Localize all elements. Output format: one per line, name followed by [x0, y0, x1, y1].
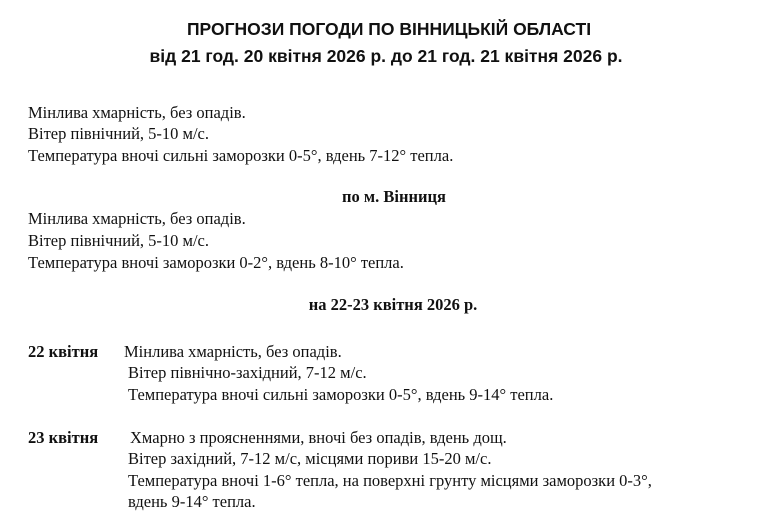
day2-line-2: Вітер західний, 7-12 м/с, місцями пориви 15-20 м/с.: [128, 449, 492, 468]
forecast-period: від 21 год. 20 квітня 2026 р. до 21 год. 21 квітня 2026 р.: [149, 46, 623, 66]
city-line-3: Температура вночі заморозки 0-2°, вдень 8-10° тепла.: [28, 253, 404, 272]
city-line-2: Вітер північний, 5-10 м/с.: [28, 231, 210, 250]
city-heading: по м. Вінниця: [342, 187, 446, 206]
day1-line-1: Мінлива хмарність, без опадів.: [124, 342, 342, 361]
document-title: ПРОГНОЗИ ПОГОДИ ПО ВІННИЦЬКІЙ ОБЛАСТІ: [186, 19, 592, 39]
day1-line-3: Температура вночі сильні заморозки 0-5°, вдень 9-14° тепла.: [128, 385, 554, 404]
city-line-1: Мінлива хмарність, без опадів.: [28, 209, 246, 228]
region-line-3: Температура вночі сильні заморозки 0-5°, вдень 7-12° тепла.: [28, 146, 454, 165]
day2-line-1: Хмарно з проясненнями, вночі без опадів, вдень дощ.: [130, 428, 507, 447]
day1-line-2: Вітер північно-західний, 7-12 м/с.: [128, 363, 367, 382]
day-date-1: 22 квітня: [28, 342, 99, 361]
day-date-2: 23 квітня: [28, 428, 99, 447]
region-line-2: Вітер північний, 5-10 м/с.: [28, 124, 210, 143]
day2-line-4: вдень 9-14° тепла.: [128, 492, 256, 511]
day2-line-3: Температура вночі 1-6° тепла, на поверхні грунту місцями заморозки 0-3°,: [128, 471, 652, 490]
region-line-1: Мінлива хмарність, без опадів.: [28, 103, 246, 122]
outlook-heading: на 22-23 квітня 2026 р.: [308, 295, 478, 314]
